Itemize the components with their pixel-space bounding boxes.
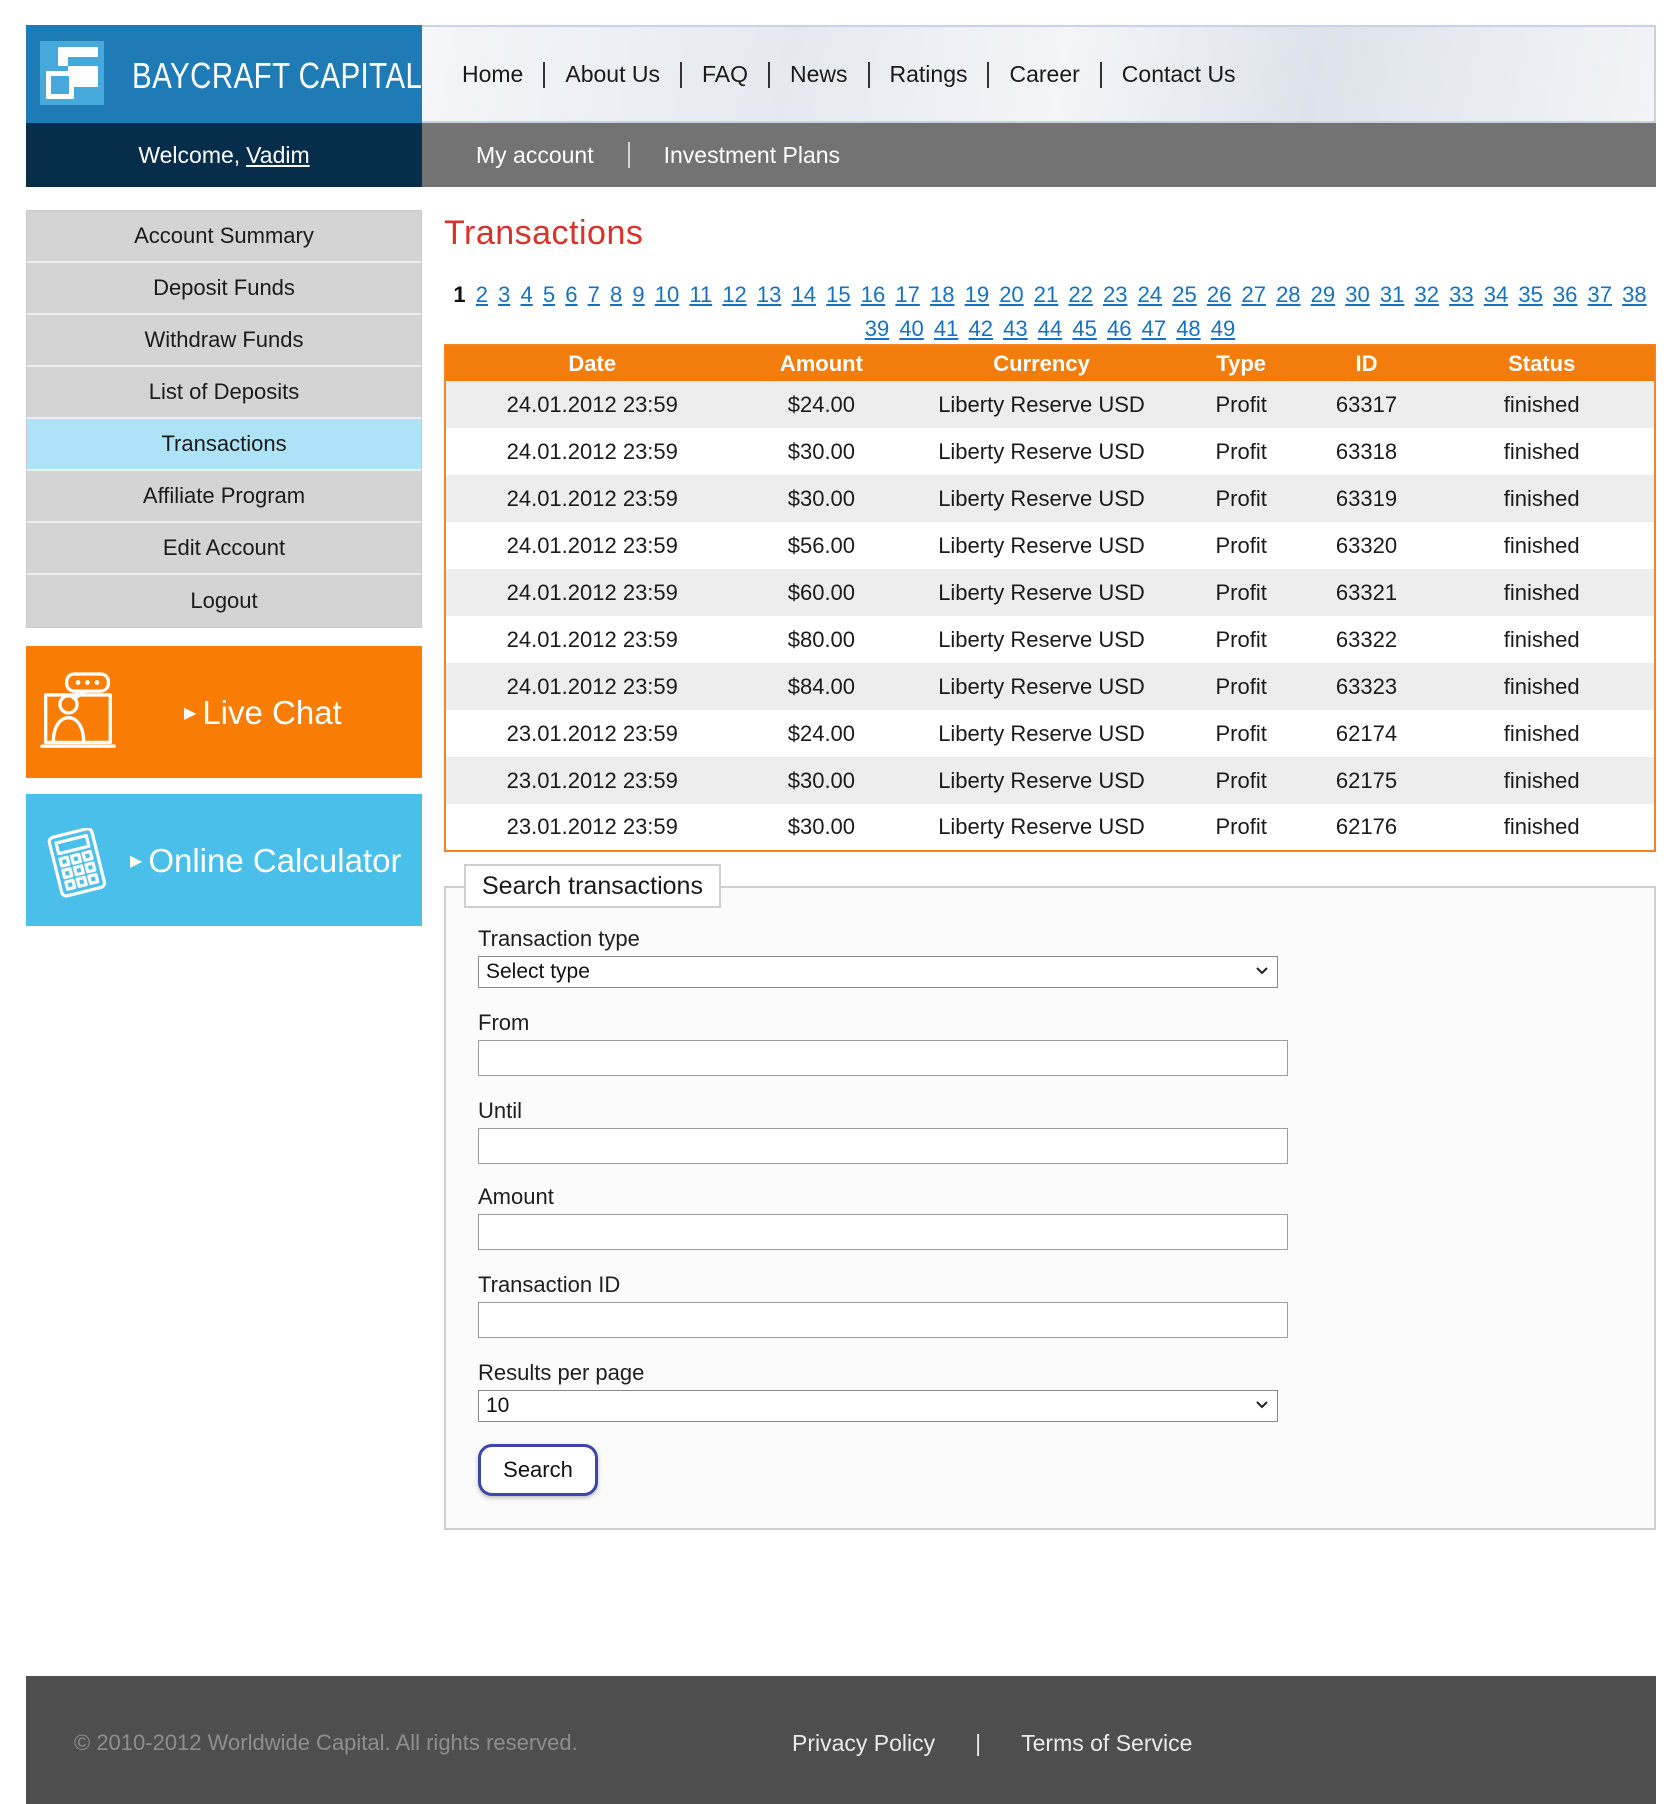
play-arrow-icon: ▶ — [130, 853, 143, 870]
page-link-35[interactable]: 35 — [1518, 282, 1543, 307]
subnav-my-account[interactable]: My account — [476, 141, 594, 168]
cell-id: 62175 — [1304, 757, 1430, 804]
cell-currency: Liberty Reserve USD — [904, 616, 1179, 663]
cell-type: Profit — [1179, 710, 1304, 757]
page-link-27[interactable]: 27 — [1241, 282, 1266, 307]
cell-date: 23.01.2012 23:59 — [445, 757, 739, 804]
page-link-21[interactable]: 21 — [1033, 282, 1059, 307]
page-link-43[interactable]: 43 — [1003, 316, 1028, 341]
page-link-45[interactable]: 45 — [1072, 316, 1097, 341]
column-header-currency: Currency — [904, 345, 1179, 381]
cell-id: 63322 — [1304, 616, 1430, 663]
nav-link-contact-us[interactable]: Contact Us — [1121, 61, 1236, 87]
chevron-down-icon — [1253, 1395, 1271, 1413]
table-row — [445, 522, 1655, 569]
table-row — [445, 616, 1655, 663]
sidebar-item-account-summary[interactable]: Account Summary — [27, 211, 421, 263]
cell-id: 63320 — [1304, 522, 1430, 569]
nav-link-faq[interactable]: FAQ — [701, 61, 748, 87]
amount-input[interactable] — [478, 1214, 1288, 1250]
play-arrow-icon: ▶ — [184, 705, 197, 722]
cell-currency: Liberty Reserve USD — [904, 663, 1179, 710]
subnav-investment-plans[interactable]: Investment Plans — [663, 141, 841, 168]
cell-type: Profit — [1179, 804, 1304, 851]
cell-status: finished — [1429, 757, 1655, 804]
table-row — [445, 381, 1655, 428]
cell-type: Profit — [1179, 522, 1304, 569]
cell-currency: Liberty Reserve USD — [904, 381, 1179, 428]
cell-id: 63318 — [1304, 428, 1430, 475]
page-link-4[interactable]: 4 — [520, 282, 533, 307]
live-chat-banner[interactable] — [26, 646, 422, 778]
sidebar-item-deposit-funds[interactable]: Deposit Funds — [27, 263, 421, 315]
page-link-3[interactable]: 3 — [498, 282, 511, 307]
online-calculator-label: Online Calculator — [148, 842, 402, 879]
page-link-49[interactable]: 49 — [1210, 316, 1236, 341]
cell-date: 24.01.2012 23:59 — [445, 475, 739, 522]
cell-status: finished — [1429, 616, 1655, 663]
search-form-legend: Search transactions — [464, 864, 721, 908]
terms-of-service-link[interactable]: Terms of Service — [1021, 1730, 1193, 1756]
cell-currency: Liberty Reserve USD — [904, 710, 1179, 757]
results-per-page-value: 10 — [486, 1394, 510, 1417]
column-header-status: Status — [1429, 345, 1655, 381]
nav-link-career[interactable]: Career — [1009, 61, 1080, 87]
logo-icon — [40, 41, 104, 105]
cell-amount: $30.00 — [739, 804, 905, 851]
copyright-text: © 2010-2012 Worldwide Capital. All rights reserved. — [74, 1730, 578, 1755]
cell-type: Profit — [1179, 569, 1304, 616]
cell-date: 24.01.2012 23:59 — [445, 428, 739, 475]
welcome-bar — [26, 123, 422, 187]
page-link-1: 1 — [453, 282, 466, 307]
page-link-32[interactable]: 32 — [1414, 282, 1439, 307]
page-link-8[interactable]: 8 — [609, 282, 623, 307]
cell-status: finished — [1429, 428, 1655, 475]
cell-amount: $84.00 — [739, 663, 905, 710]
cell-amount: $30.00 — [739, 475, 905, 522]
column-header-id: ID — [1304, 345, 1430, 381]
cell-date: 23.01.2012 23:59 — [445, 804, 739, 851]
page-link-5[interactable]: 5 — [542, 282, 556, 307]
transaction-type-label: Transaction type — [478, 926, 640, 951]
transaction-type-value: Select type — [486, 960, 590, 983]
live-chat-icon — [40, 672, 116, 752]
table-row — [445, 569, 1655, 616]
page-link-44[interactable]: 44 — [1037, 316, 1063, 341]
page-link-9[interactable]: 9 — [632, 282, 645, 307]
sidebar-item-transactions[interactable]: Transactions — [27, 419, 421, 471]
site-header — [26, 25, 1656, 187]
cell-status: finished — [1429, 475, 1655, 522]
page-link-15[interactable]: 15 — [826, 282, 851, 307]
page-link-26[interactable]: 26 — [1206, 282, 1232, 307]
cell-id: 62174 — [1304, 710, 1430, 757]
from-date-input[interactable] — [478, 1040, 1288, 1076]
from-label: From — [478, 1010, 530, 1035]
page-link-42[interactable]: 42 — [968, 316, 994, 341]
page-link-37[interactable]: 37 — [1587, 282, 1613, 307]
cell-status: finished — [1429, 569, 1655, 616]
amount-label: Amount — [478, 1184, 554, 1209]
brand-name: BAYCRAFT CAPITAL — [132, 55, 423, 96]
cell-type: Profit — [1179, 616, 1304, 663]
cell-amount: $30.00 — [739, 428, 905, 475]
cell-currency: Liberty Reserve USD — [904, 428, 1179, 475]
search-button[interactable]: Search — [478, 1444, 598, 1496]
page-title: Transactions — [444, 214, 644, 252]
cell-date: 24.01.2012 23:59 — [445, 522, 739, 569]
page-link-46[interactable]: 46 — [1106, 316, 1132, 341]
page-link-48[interactable]: 48 — [1176, 316, 1201, 341]
cell-date: 23.01.2012 23:59 — [445, 710, 739, 757]
table-row — [445, 710, 1655, 757]
cell-currency: Liberty Reserve USD — [904, 804, 1179, 851]
nav-link-ratings[interactable]: Ratings — [889, 61, 968, 87]
cell-type: Profit — [1179, 475, 1304, 522]
username-link[interactable]: Vadim — [246, 141, 310, 168]
page-link-13[interactable]: 13 — [756, 282, 782, 307]
cell-status: finished — [1429, 710, 1655, 757]
page-link-17[interactable]: 17 — [895, 282, 920, 307]
cell-type: Profit — [1179, 757, 1304, 804]
cell-currency: Liberty Reserve USD — [904, 757, 1179, 804]
nav-link-news[interactable]: News — [789, 61, 848, 87]
page-link-34[interactable]: 34 — [1483, 282, 1509, 307]
column-header-amount: Amount — [739, 345, 905, 381]
cell-currency: Liberty Reserve USD — [904, 475, 1179, 522]
nav-link-home[interactable]: Home — [462, 61, 524, 87]
cell-amount: $60.00 — [739, 569, 905, 616]
cell-id: 63321 — [1304, 569, 1430, 616]
cell-status: finished — [1429, 804, 1655, 851]
cell-id: 62176 — [1304, 804, 1430, 851]
transaction-type-select[interactable] — [478, 956, 1278, 988]
cell-type: Profit — [1179, 428, 1304, 475]
cell-currency: Liberty Reserve USD — [904, 569, 1179, 616]
page-link-40[interactable]: 40 — [899, 316, 924, 341]
page-link-47[interactable]: 47 — [1141, 316, 1167, 341]
transactions-table — [444, 344, 1656, 852]
online-calculator-banner[interactable] — [26, 794, 422, 926]
page-link-28[interactable]: 28 — [1276, 282, 1301, 307]
cell-type: Profit — [1179, 381, 1304, 428]
until-label: Until — [478, 1098, 523, 1123]
cell-amount: $24.00 — [739, 710, 905, 757]
page-link-33[interactable]: 33 — [1449, 282, 1474, 307]
cell-id: 63323 — [1304, 663, 1430, 710]
page-link-38[interactable]: 38 — [1622, 282, 1647, 307]
page-link-7[interactable]: 7 — [587, 282, 600, 307]
page-link-11[interactable]: 11 — [689, 282, 713, 307]
page-link-10[interactable]: 10 — [654, 282, 680, 307]
cell-amount: $30.00 — [739, 757, 905, 804]
sidebar-item-list-of-deposits[interactable]: List of Deposits — [27, 367, 421, 419]
cell-id: 63317 — [1304, 381, 1430, 428]
cell-currency: Liberty Reserve USD — [904, 522, 1179, 569]
page-link-18[interactable]: 18 — [929, 282, 955, 307]
search-transactions-form — [444, 871, 1656, 1530]
page-link-23[interactable]: 23 — [1103, 282, 1128, 307]
pagination — [444, 278, 1656, 346]
cell-date: 24.01.2012 23:59 — [445, 663, 739, 710]
top-navigation — [422, 25, 1656, 123]
privacy-policy-link[interactable]: Privacy Policy — [792, 1730, 936, 1756]
live-chat-label: Live Chat — [202, 694, 342, 731]
calculator-icon — [46, 828, 110, 898]
page-link-14[interactable]: 14 — [791, 282, 817, 307]
page-link-30[interactable]: 30 — [1345, 282, 1370, 307]
table-row — [445, 428, 1655, 475]
page-link-22[interactable]: 22 — [1068, 282, 1093, 307]
sidebar-item-withdraw-funds[interactable]: Withdraw Funds — [27, 315, 421, 367]
page-link-31[interactable]: 31 — [1379, 282, 1405, 307]
sidebar-item-logout[interactable]: Logout — [27, 575, 421, 627]
chevron-down-icon — [1253, 961, 1271, 979]
sidebar-item-affiliate-program[interactable]: Affiliate Program — [27, 471, 421, 523]
page-link-6[interactable]: 6 — [565, 282, 578, 307]
page-link-16[interactable]: 16 — [860, 282, 886, 307]
site-footer — [26, 1676, 1656, 1804]
table-row — [445, 475, 1655, 522]
cell-id: 63319 — [1304, 475, 1430, 522]
nav-link-about-us[interactable]: About Us — [565, 61, 660, 87]
cell-amount: $24.00 — [739, 381, 905, 428]
cell-date: 24.01.2012 23:59 — [445, 381, 739, 428]
cell-date: 24.01.2012 23:59 — [445, 616, 739, 663]
page-link-39[interactable]: 39 — [864, 316, 890, 341]
page-link-20[interactable]: 20 — [999, 282, 1024, 307]
page-link-36[interactable]: 36 — [1552, 282, 1578, 307]
transaction-id-label: Transaction ID — [478, 1272, 621, 1297]
table-row — [445, 757, 1655, 804]
sidebar-item-edit-account[interactable]: Edit Account — [27, 523, 421, 575]
brand-logo[interactable] — [26, 25, 422, 123]
cell-type: Profit — [1179, 663, 1304, 710]
results-per-page-select[interactable] — [478, 1390, 1278, 1422]
cell-status: finished — [1429, 663, 1655, 710]
table-row — [445, 663, 1655, 710]
table-row — [445, 804, 1655, 851]
results-per-page-label: Results per page — [478, 1360, 645, 1385]
page-link-24[interactable]: 24 — [1137, 282, 1163, 307]
cell-status: finished — [1429, 381, 1655, 428]
table-header-row — [445, 345, 1655, 381]
cell-amount: $80.00 — [739, 616, 905, 663]
column-header-date: Date — [445, 345, 739, 381]
page-link-2[interactable]: 2 — [475, 282, 488, 307]
column-header-type: Type — [1179, 345, 1304, 381]
page-link-12[interactable]: 12 — [722, 282, 747, 307]
cell-date: 24.01.2012 23:59 — [445, 569, 739, 616]
welcome-text: Welcome, — [138, 141, 241, 168]
footer-divider: | — [975, 1730, 982, 1756]
page-link-29[interactable]: 29 — [1310, 282, 1336, 307]
transaction-id-input[interactable] — [478, 1302, 1288, 1338]
cell-status: finished — [1429, 522, 1655, 569]
page-link-19[interactable]: 19 — [964, 282, 990, 307]
page-link-25[interactable]: 25 — [1172, 282, 1197, 307]
page-link-41[interactable]: 41 — [933, 316, 959, 341]
until-date-input[interactable] — [478, 1128, 1288, 1164]
sub-navigation — [422, 123, 1656, 187]
cell-amount: $56.00 — [739, 522, 905, 569]
account-sidebar-menu — [26, 210, 422, 628]
